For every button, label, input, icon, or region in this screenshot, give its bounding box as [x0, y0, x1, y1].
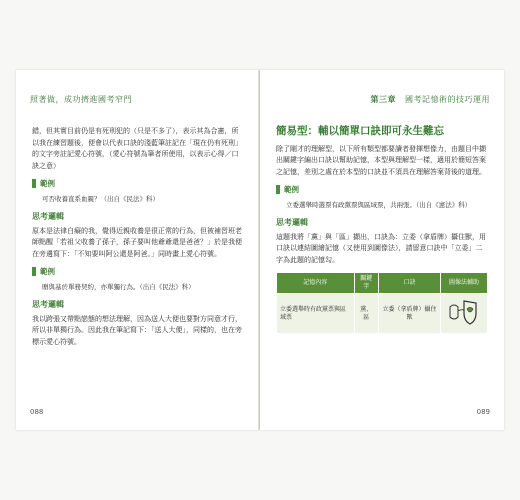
- logic2-heading: 思考邏輯: [32, 300, 64, 309]
- section-title: 簡易型：輔以簡單口訣即可永生難忘: [276, 125, 444, 137]
- right-running-head-title: 國考記憶術的技巧運用: [405, 95, 490, 104]
- table-cell-keyword: 黨、區: [354, 294, 378, 334]
- example2-label-text: 範例: [40, 267, 55, 276]
- table-header-content: 記憶內容: [277, 273, 355, 294]
- right-running-head-chapter: 第三章: [370, 95, 396, 104]
- table-cell-mnemonic: 立委（拿盾牌）攝住獸: [378, 294, 440, 334]
- left-page-number: 088: [30, 408, 44, 416]
- right-running-head: [370, 94, 490, 105]
- left-intro-paragraph: 錯，但其實目前仍是有死刑犯的（只是不多了），表示其為合憲，所以我在練習題後，便會以代表口訣的淺藍筆註記在「現在仍有死刑」的文字旁註記愛心符號，（愛心符號為筆者所使用，以表示心得／口訣之意）: [32, 127, 242, 170]
- shield-hand-icon: [444, 297, 484, 327]
- section-marker-icon: [32, 179, 36, 188]
- logic1-paragraph: 原本是法律白癡的我，覺得近親收養是很正常的行為，但被補習班老師點醒「若祖父收養了孫子，孫子要叫他爺爺還是爸爸？」於是我便在旁邊寫下：「不知要叫阿公還是阿爸。」同時畫上愛心符號。: [32, 226, 242, 258]
- table-header-mnemonic: 口訣: [378, 273, 440, 294]
- table-cell-image: [440, 294, 487, 334]
- right-page: [260, 70, 504, 430]
- left-page-content: [32, 126, 244, 353]
- left-running-head: 照著做，成功擠進國考窄門: [30, 95, 132, 104]
- example2-label: [32, 266, 244, 278]
- right-example-label: [276, 184, 488, 196]
- example1-label: [32, 178, 244, 190]
- table-cell-content: 立委選舉時有政黨票與區域票: [277, 294, 355, 334]
- example2-text: 贈與基於單務契約，亦單獨行為。（出自《民法》科）: [42, 282, 195, 291]
- table-row: [277, 294, 488, 334]
- table-header-image: 圖像法輔助: [440, 273, 487, 294]
- right-example-label-text: 範例: [284, 185, 299, 194]
- mnemonic-table-header-row: [277, 273, 488, 294]
- logic1-heading: 思考邏輯: [32, 212, 64, 221]
- left-page: [16, 70, 260, 430]
- right-logic-paragraph: 這題我將「黨」與「區」擷出，口訣為：立委（拿盾牌）攝住獸，用口訣以連結圖繪記憶（又使用到圖像法），請留意口訣中「立委」二字為此題的記憶勾。: [276, 232, 486, 264]
- logic2-paragraph: 我以跨張又帶點戀態的想法理解，因為送人大便也要對方同意才行，所以非單獨行為。因此我在筆記寫下：「送人大便」，同樣的，也在旁標示愛心符號。: [32, 314, 242, 346]
- right-example-text: 立委選舉時選票有政黨票與區域票，共兩張。（出自《憲法》科）: [286, 200, 472, 209]
- mnemonic-table: [276, 272, 488, 334]
- section-marker-icon: [276, 185, 280, 194]
- right-page-content: [276, 126, 488, 334]
- right-page-number: 089: [476, 408, 490, 416]
- table-header-keyword: 關鍵字: [354, 273, 378, 294]
- right-intro-paragraph: 除了剛才的理解型，以下所有類型都要讀者發揮想像力，由題目中擷出關鍵字編出口訣以幫助記憶，本型與理解型一樣，適用於簡短答案之記憶，差別之處在於本型的口訣並不須具在理解答案背後的道理。: [276, 144, 486, 176]
- right-logic-heading: 思考邏輯: [276, 218, 308, 227]
- section-marker-icon: [32, 267, 36, 276]
- example1-text: 可否收養直系血親？（出自《民法》科）: [42, 194, 159, 203]
- example1-label-text: 範例: [40, 179, 55, 188]
